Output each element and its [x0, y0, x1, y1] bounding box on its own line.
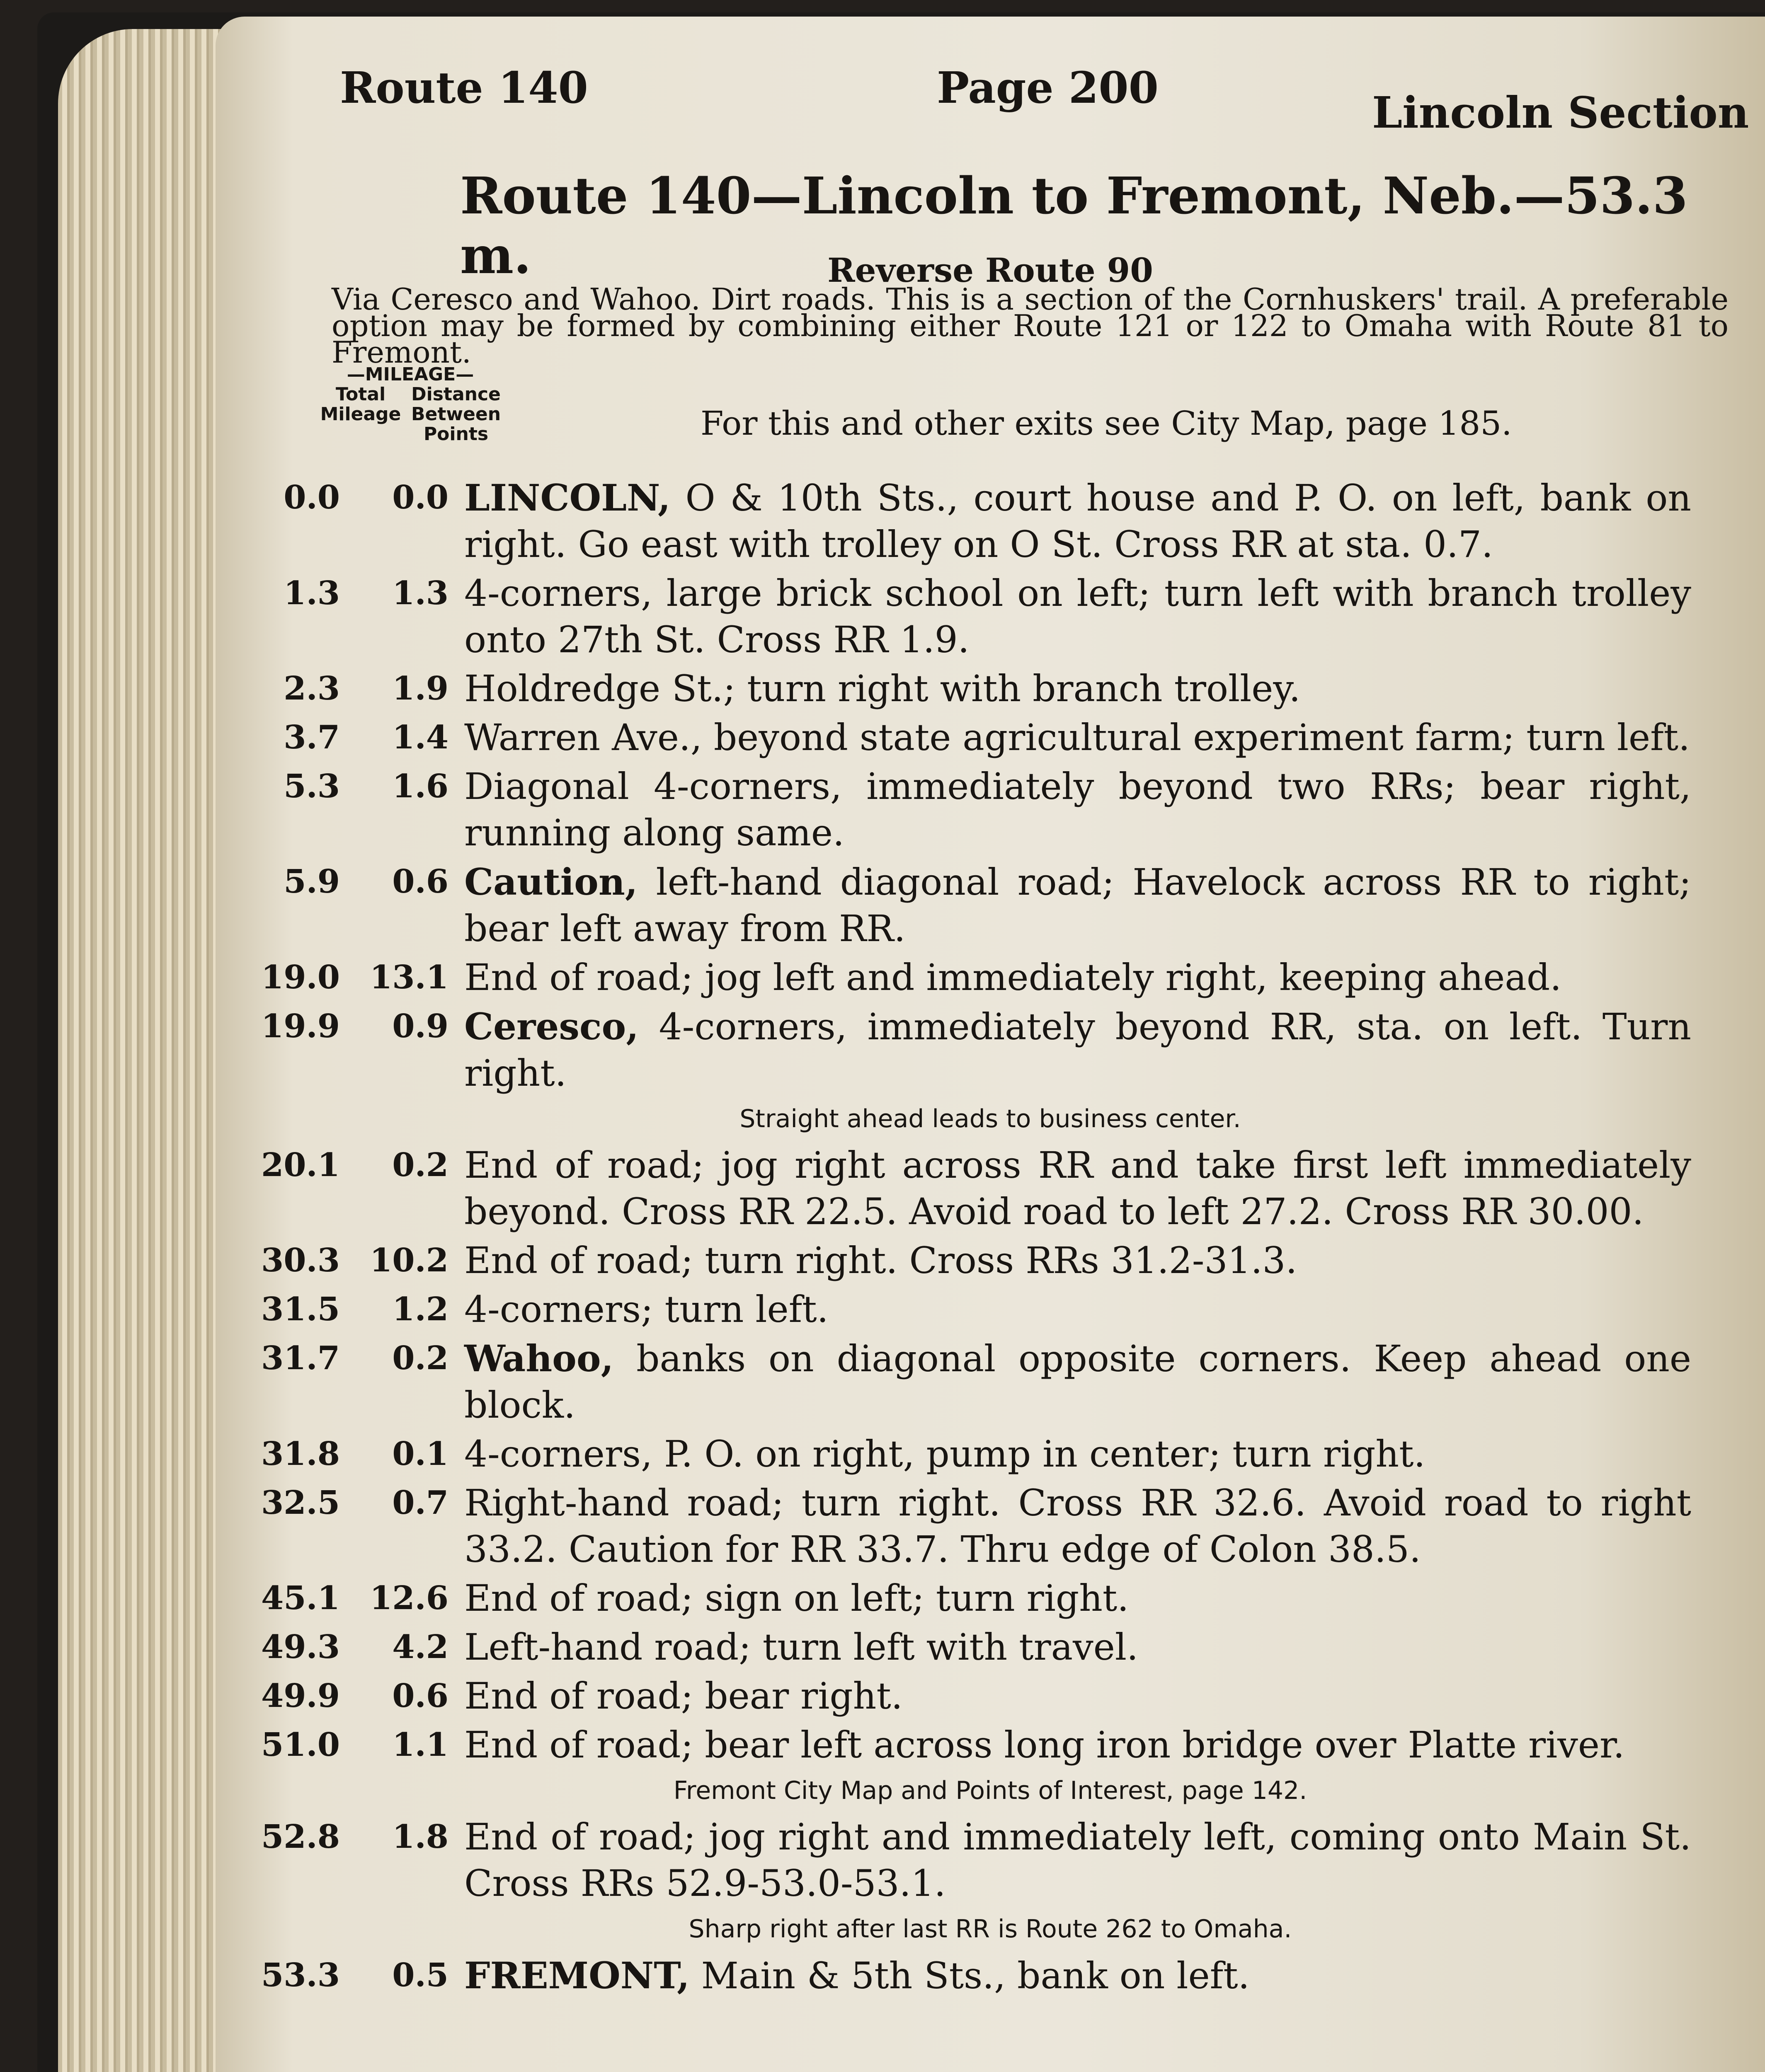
route-entry: [216, 859, 1765, 952]
entry-distance: 0.0: [392, 479, 449, 516]
entry-text: End of road; turn right. Cross RRs 31.2-31.3.: [464, 1239, 1297, 1282]
entry-distance: 0.5: [392, 1956, 449, 1994]
entry-directions: [464, 1575, 1691, 1622]
entry-distance: 13.1: [370, 959, 449, 996]
route-title: Route 140—Lincoln to Fremont, Neb.—53.3 m.: [460, 166, 1688, 285]
mileage-title: —MILEAGE—: [347, 364, 474, 385]
route-note: Sharp right after last RR is Route 262 to Omaha.: [689, 1915, 1292, 1944]
entry-text: Warren Ave., beyond state agricultural experiment farm; turn left.: [464, 716, 1690, 759]
route-entry: [216, 570, 1765, 663]
entry-total-mileage: 2.3: [284, 670, 340, 707]
entry-directions: [464, 1335, 1691, 1428]
route-entry: [216, 1003, 1765, 1097]
entry-total-mileage: 19.0: [261, 959, 340, 996]
entry-directions: [464, 1003, 1691, 1097]
entry-text: End of road; bear right.: [464, 1675, 903, 1717]
route-entry: [216, 666, 1765, 712]
entry-place-name: Caution,: [464, 860, 638, 903]
entry-distance: 1.3: [392, 574, 449, 612]
entry-total-mileage: 45.1: [261, 1579, 340, 1617]
entry-distance: 1.2: [392, 1290, 449, 1328]
entry-directions: [464, 1952, 1691, 1999]
entry-distance: 10.2: [370, 1242, 449, 1279]
entry-directions: [464, 666, 1691, 712]
route-entry: [216, 1480, 1765, 1573]
entry-distance: 1.9: [392, 670, 449, 707]
mileage-header: [319, 365, 502, 444]
route-entry: [216, 714, 1765, 761]
entry-place-name: Ceresco,: [464, 1005, 639, 1048]
entry-place-name: Wahoo,: [464, 1337, 614, 1380]
entry-distance: 1.8: [392, 1818, 449, 1856]
entry-text: End of road; bear left across long iron bridge over Platte river.: [464, 1723, 1625, 1766]
route-entries: [216, 474, 1765, 2002]
entry-distance: 0.2: [392, 1339, 449, 1377]
entry-total-mileage: 51.0: [261, 1726, 340, 1764]
entry-directions: [464, 1624, 1691, 1670]
route-intro: Via Ceresco and Wahoo. Dirt roads. This is a section of the Cornhuskers' trail. A preferable option may be formed by combining either Route 121 or 122 to Omaha with Route 81 to Fremont.: [332, 282, 1729, 370]
route-entry: [216, 1673, 1765, 1719]
entry-total-mileage: 1.3: [284, 574, 340, 612]
entry-total-mileage: 30.3: [261, 1242, 340, 1279]
entry-total-mileage: 20.1: [261, 1146, 340, 1184]
entry-total-mileage: 5.3: [284, 767, 340, 805]
route-entry: [216, 1952, 1765, 1999]
entry-text: 4-corners, large brick school on left; turn left with branch trolley onto 27th St. Cross RR 1.9.: [464, 572, 1691, 661]
entry-total-mileage: 31.5: [261, 1290, 340, 1328]
entry-total-mileage: 19.9: [261, 1007, 340, 1045]
entry-distance: 1.6: [392, 767, 449, 805]
entry-text: End of road; jog right across RR and take first left immediately beyond. Cross RR 22.5. Avoid road to left 27.2. Cross RR 30.00.: [464, 1144, 1691, 1233]
entry-total-mileage: 49.9: [261, 1677, 340, 1715]
route-entry: [216, 1814, 1765, 1907]
header-page-number: Page 200: [937, 62, 1159, 113]
entry-text: 4-corners, P. O. on right, pump in center; turn right.: [464, 1433, 1426, 1475]
entry-directions: [464, 1814, 1691, 1907]
entry-text: banks on diagonal opposite corners. Keep ahead one block.: [464, 1337, 1691, 1426]
entry-directions: [464, 1142, 1691, 1235]
entry-text: Diagonal 4-corners, immediately beyond two RRs; bear right, running along same.: [464, 765, 1691, 854]
entry-text: Right-hand road; turn right. Cross RR 32.6. Avoid road to right 33.2. Caution for RR 33.7. Thru edge of Colon 38.5.: [464, 1481, 1691, 1571]
reverse-route: Reverse Route 90: [827, 251, 1153, 290]
entry-text: O & 10th Sts., court house and P. O. on left, bank on right. Go east with trolley on O St. Cross RR at sta. 0.7.: [464, 477, 1691, 566]
entry-distance: 1.1: [392, 1726, 449, 1764]
entry-text: 4-corners; turn left.: [464, 1288, 829, 1331]
route-note: Straight ahead leads to business center.: [739, 1104, 1241, 1133]
entry-directions: [464, 859, 1691, 952]
entry-total-mileage: 52.8: [261, 1818, 340, 1856]
entry-directions: [464, 1480, 1691, 1573]
entry-text: End of road; jog left and immediately right, keeping ahead.: [464, 956, 1562, 999]
entry-total-mileage: 31.7: [261, 1339, 340, 1377]
route-entry: [216, 1722, 1765, 1768]
entry-directions: [464, 570, 1691, 663]
entry-directions: [464, 1431, 1691, 1477]
route-entry: [216, 1431, 1765, 1477]
entry-text: End of road; sign on left; turn right.: [464, 1577, 1129, 1619]
entry-total-mileage: 5.9: [284, 863, 340, 900]
entry-text: Holdredge St.; turn right with branch trolley.: [464, 667, 1301, 710]
route-entry: [216, 763, 1765, 856]
entry-directions: [464, 1286, 1691, 1333]
entry-text: left-hand diagonal road; Havelock across RR to right; bear left away from RR.: [464, 861, 1691, 950]
route-entry: [216, 1142, 1765, 1235]
entry-total-mileage: 32.5: [261, 1484, 340, 1522]
entry-distance: 0.6: [392, 1677, 449, 1715]
entry-total-mileage: 53.3: [261, 1956, 340, 1994]
entry-distance: 0.2: [392, 1146, 449, 1184]
route-entry: [216, 474, 1765, 568]
book-page: [216, 17, 1765, 2072]
entry-text: 4-corners, immediately beyond RR, sta. on left. Turn right.: [464, 1005, 1691, 1094]
entry-total-mileage: 0.0: [284, 479, 340, 516]
entry-directions: [464, 1722, 1691, 1768]
route-entry: [216, 1575, 1765, 1622]
entry-text: End of road; jog right and immediately left, coming onto Main St. Cross RRs 52.9-53.0-53.1.: [464, 1815, 1691, 1905]
entry-distance: 4.2: [392, 1628, 449, 1666]
entry-distance: 0.7: [392, 1484, 449, 1522]
entry-directions: [464, 954, 1691, 1001]
entry-text: Left-hand road; turn left with travel.: [464, 1626, 1138, 1668]
header-route: Route 140: [340, 62, 588, 113]
entry-place-name: FREMONT,: [464, 1954, 690, 1997]
route-note: Fremont City Map and Points of Interest, page 142.: [673, 1776, 1307, 1805]
entry-place-name: LINCOLN,: [464, 476, 671, 519]
entry-distance: 0.9: [392, 1007, 449, 1045]
entry-total-mileage: 31.8: [261, 1435, 340, 1473]
mileage-total-label: Total Mileage: [320, 384, 401, 425]
route-entry: [216, 1335, 1765, 1428]
header-section: Lincoln Section: [1372, 87, 1749, 138]
route-entry: [216, 954, 1765, 1001]
entry-distance: 0.1: [392, 1435, 449, 1473]
entry-text: Main & 5th Sts., bank on left.: [701, 1954, 1250, 1997]
entry-directions: [464, 474, 1691, 568]
entry-distance: 12.6: [370, 1579, 449, 1617]
mileage-distance-label: Distance Between Points: [411, 384, 501, 445]
entry-distance: 1.4: [392, 719, 449, 756]
entry-total-mileage: 3.7: [284, 719, 340, 756]
entry-directions: [464, 714, 1691, 761]
exits-note: For this and other exits see City Map, page 185.: [701, 404, 1512, 443]
entry-directions: [464, 763, 1691, 856]
entry-directions: [464, 1237, 1691, 1284]
page-edges: [58, 29, 232, 2072]
entry-directions: [464, 1673, 1691, 1719]
route-entry: [216, 1286, 1765, 1333]
route-entry: [216, 1624, 1765, 1670]
entry-distance: 0.6: [392, 863, 449, 900]
route-entry: [216, 1237, 1765, 1284]
entry-total-mileage: 49.3: [261, 1628, 340, 1666]
